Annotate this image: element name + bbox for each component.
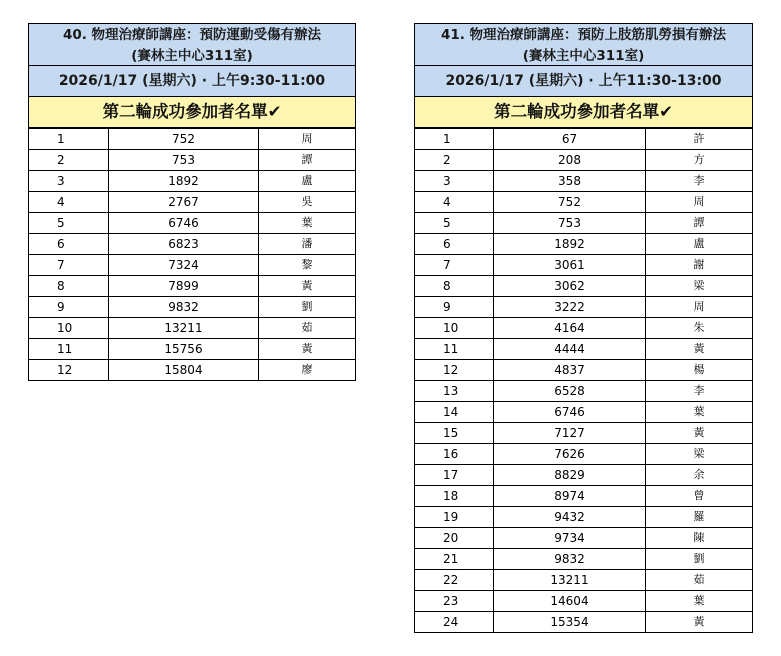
row-number: 1 (415, 129, 494, 150)
participant-row (415, 171, 753, 192)
row-number: 7 (415, 255, 494, 276)
participant-surname: 劉 (259, 297, 356, 318)
member-number: 7626 (494, 444, 646, 465)
participant-row (415, 360, 753, 381)
participant-surname: 陳 (646, 528, 753, 549)
participant-row (29, 213, 356, 234)
row-number: 18 (415, 486, 494, 507)
participant-row (29, 276, 356, 297)
participant-row (29, 297, 356, 318)
participant-surname: 黃 (646, 612, 753, 633)
row-number: 5 (415, 213, 494, 234)
row-number: 8 (415, 276, 494, 297)
participant-surname: 曾 (646, 486, 753, 507)
participant-surname: 葉 (646, 591, 753, 612)
participant-row (415, 150, 753, 171)
participant-surname: 梁 (646, 444, 753, 465)
session-title (28, 23, 356, 65)
participant-row (29, 171, 356, 192)
session-datetime: 2026/1/17 (星期六) · 上午11:30-13:00 (414, 65, 753, 97)
member-number: 6746 (109, 213, 259, 234)
participant-row (415, 255, 753, 276)
member-number: 752 (494, 192, 646, 213)
member-number: 6746 (494, 402, 646, 423)
participant-surname: 葉 (646, 402, 753, 423)
session-title (414, 23, 753, 65)
member-number: 1892 (494, 234, 646, 255)
participant-surname: 羅 (646, 507, 753, 528)
member-number: 208 (494, 150, 646, 171)
participant-surname: 黃 (646, 339, 753, 360)
participant-row (29, 150, 356, 171)
member-number: 6528 (494, 381, 646, 402)
row-number: 5 (29, 213, 109, 234)
participant-surname: 許 (646, 129, 753, 150)
row-number: 1 (29, 129, 109, 150)
participant-row (29, 318, 356, 339)
member-number: 753 (109, 150, 259, 171)
row-number: 4 (29, 192, 109, 213)
row-number: 16 (415, 444, 494, 465)
participant-surname: 盧 (259, 171, 356, 192)
row-number: 2 (29, 150, 109, 171)
participant-surname: 譚 (646, 213, 753, 234)
participant-surname: 吳 (259, 192, 356, 213)
participant-row (29, 234, 356, 255)
row-number: 23 (415, 591, 494, 612)
participant-row (415, 318, 753, 339)
session-venue: (賽林主中心311室) (522, 48, 645, 64)
participant-surname: 黃 (259, 276, 356, 297)
participant-row (415, 444, 753, 465)
participant-surname: 盧 (646, 234, 753, 255)
session-venue: (賽林主中心311室) (131, 48, 253, 64)
member-number: 8829 (494, 465, 646, 486)
row-number: 8 (29, 276, 109, 297)
participant-row (415, 486, 753, 507)
participant-surname: 茹 (646, 570, 753, 591)
session-title-line1: 40. 物理治療師講座：預防運動受傷有辦法 (62, 27, 322, 43)
participant-row (415, 570, 753, 591)
participant-row (415, 612, 753, 633)
member-number: 8974 (494, 486, 646, 507)
participant-surname: 黎 (259, 255, 356, 276)
participant-row (415, 129, 753, 150)
row-number: 15 (415, 423, 494, 444)
row-number: 21 (415, 549, 494, 570)
row-number: 2 (415, 150, 494, 171)
row-number: 7 (29, 255, 109, 276)
participant-row (415, 528, 753, 549)
participant-row (415, 507, 753, 528)
member-number: 7324 (109, 255, 259, 276)
member-number: 9832 (494, 549, 646, 570)
participant-surname: 朱 (646, 318, 753, 339)
participant-surname: 葉 (259, 213, 356, 234)
participant-row (29, 339, 356, 360)
participant-surname: 廖 (259, 360, 356, 381)
participant-row (415, 549, 753, 570)
session-title-line1: 41. 物理治療師講座：預防上肢筋肌勞損有辦法 (440, 27, 727, 43)
row-number: 13 (415, 381, 494, 402)
participants-table (28, 128, 356, 381)
participant-surname: 周 (259, 129, 356, 150)
member-number: 14604 (494, 591, 646, 612)
participant-row (415, 423, 753, 444)
participant-surname: 譚 (259, 150, 356, 171)
participant-row (415, 276, 753, 297)
member-number: 67 (494, 129, 646, 150)
member-number: 7899 (109, 276, 259, 297)
member-number: 753 (494, 213, 646, 234)
member-number: 15354 (494, 612, 646, 633)
participant-surname: 周 (646, 297, 753, 318)
row-number: 10 (415, 318, 494, 339)
member-number: 9432 (494, 507, 646, 528)
participant-row (29, 129, 356, 150)
successful-participants-banner: 第二輪成功參加者名單✔ (414, 97, 753, 128)
participant-row (415, 339, 753, 360)
participant-row (415, 213, 753, 234)
row-number: 12 (29, 360, 109, 381)
participant-surname: 黃 (646, 423, 753, 444)
row-number: 11 (29, 339, 109, 360)
member-number: 13211 (109, 318, 259, 339)
participant-row (415, 381, 753, 402)
participants-table-body (29, 129, 356, 381)
row-number: 9 (29, 297, 109, 318)
row-number: 10 (29, 318, 109, 339)
participant-surname: 余 (646, 465, 753, 486)
participant-row (415, 402, 753, 423)
member-number: 15804 (109, 360, 259, 381)
session-40-panel (28, 23, 356, 381)
participant-row (29, 360, 356, 381)
row-number: 6 (29, 234, 109, 255)
row-number: 12 (415, 360, 494, 381)
member-number: 3062 (494, 276, 646, 297)
row-number: 17 (415, 465, 494, 486)
participant-surname: 方 (646, 150, 753, 171)
participant-surname: 周 (646, 192, 753, 213)
member-number: 9734 (494, 528, 646, 549)
row-number: 3 (29, 171, 109, 192)
participant-surname: 茹 (259, 318, 356, 339)
row-number: 22 (415, 570, 494, 591)
member-number: 358 (494, 171, 646, 192)
participant-surname: 劉 (646, 549, 753, 570)
row-number: 24 (415, 612, 494, 633)
row-number: 20 (415, 528, 494, 549)
participant-row (415, 297, 753, 318)
row-number: 9 (415, 297, 494, 318)
participant-surname: 李 (646, 171, 753, 192)
participant-surname: 楊 (646, 360, 753, 381)
successful-participants-banner: 第二輪成功參加者名單✔ (28, 97, 356, 128)
participant-surname: 謝 (646, 255, 753, 276)
session-datetime: 2026/1/17 (星期六) · 上午9:30-11:00 (28, 65, 356, 97)
participant-row (415, 591, 753, 612)
member-number: 6823 (109, 234, 259, 255)
member-number: 752 (109, 129, 259, 150)
member-number: 2767 (109, 192, 259, 213)
member-number: 7127 (494, 423, 646, 444)
row-number: 6 (415, 234, 494, 255)
row-number: 19 (415, 507, 494, 528)
row-number: 14 (415, 402, 494, 423)
participant-row (29, 192, 356, 213)
participant-surname: 黃 (259, 339, 356, 360)
member-number: 9832 (109, 297, 259, 318)
member-number: 13211 (494, 570, 646, 591)
participant-surname: 李 (646, 381, 753, 402)
row-number: 4 (415, 192, 494, 213)
member-number: 4837 (494, 360, 646, 381)
row-number: 11 (415, 339, 494, 360)
member-number: 15756 (109, 339, 259, 360)
member-number: 1892 (109, 171, 259, 192)
participant-row (29, 255, 356, 276)
participant-surname: 梁 (646, 276, 753, 297)
participant-row (415, 234, 753, 255)
member-number: 3061 (494, 255, 646, 276)
participants-table-body (415, 129, 753, 633)
member-number: 4164 (494, 318, 646, 339)
member-number: 3222 (494, 297, 646, 318)
member-number: 4444 (494, 339, 646, 360)
session-41-panel (414, 23, 753, 633)
participants-table (414, 128, 753, 633)
row-number: 3 (415, 171, 494, 192)
participant-surname: 潘 (259, 234, 356, 255)
participant-row (415, 192, 753, 213)
participant-row (415, 465, 753, 486)
